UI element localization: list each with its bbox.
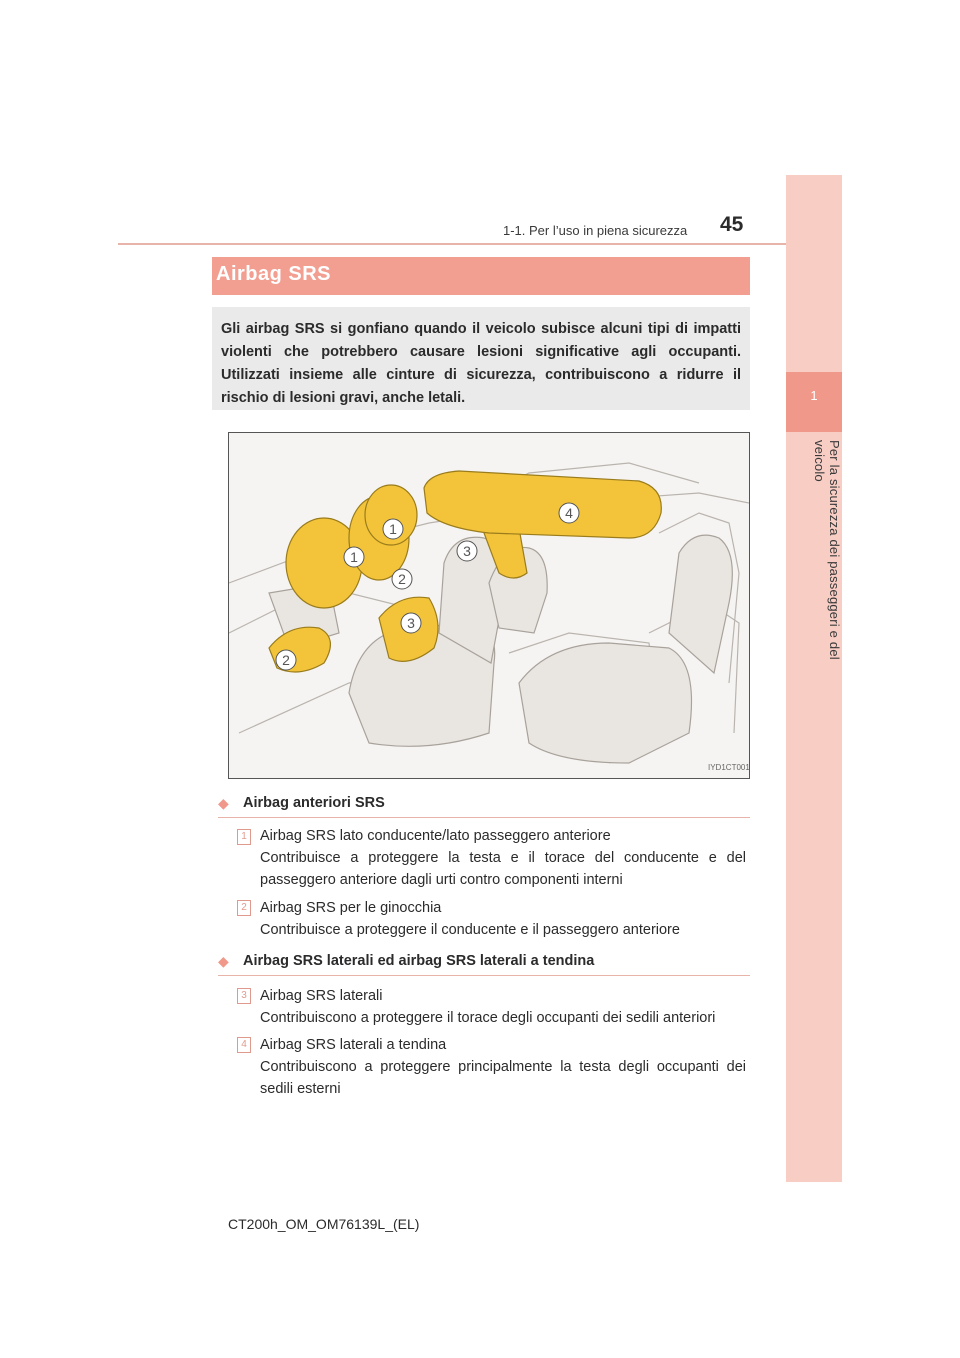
item-title: Airbag SRS per le ginocchia [260,900,442,916]
item-number-badge: 1 [237,829,251,845]
chapter-tab-number: 1 [810,388,818,403]
figure-code: IYD1CT001 [708,763,750,772]
airbag-drawing [229,433,749,778]
page-title: Airbag SRS [216,263,332,285]
item-title: Airbag SRS laterali a tendina [260,1037,447,1053]
callout-label: 1 [350,549,358,565]
section-heading: Airbag anteriori SRS [243,795,385,811]
item-title: Airbag SRS laterali [260,988,383,1004]
item-number-badge: 3 [237,988,251,1004]
diamond-icon: ◆ [218,953,229,969]
item-description: Contribuiscono a proteggere il torace degli occupanti dei sedili anteriori [260,1010,716,1026]
item-number-badge: 2 [237,900,251,916]
chapter-tab-label [786,440,842,690]
callout-label: 2 [282,652,290,668]
section-rule [218,975,750,976]
section-heading: Airbag SRS laterali ed airbag SRS laterali a tendina [243,953,595,969]
intro-text: Gli airbag SRS si gonfiano quando il veicolo subisce alcuni tipi di impatti violenti che potrebbero causare lesioni significative agli occupanti. Utilizzati insieme alle cinture di sicurezza, contribuiscono a ridurre il rischio di lesioni gravi, anche letali. [221,321,741,406]
item-number-badge: 4 [237,1037,251,1053]
section-rule [218,817,750,818]
header-rule [118,243,841,245]
footer-code: CT200h_OM_OM76139L_(EL) [228,1216,420,1232]
callout-label: 4 [565,505,573,521]
item-description: Contribuiscono a proteggere principalmente la testa degli occupanti dei sedili esterni [260,1059,746,1097]
callout-label: 3 [407,615,415,631]
item-description: Contribuisce a proteggere il conducente e il passeggero anteriore [260,922,680,938]
airbag-illustration [228,432,750,779]
callout-label: 3 [463,543,471,559]
item-description: Contribuisce a proteggere la testa e il torace del conducente e del passeggero anteriore dagli urti contro componenti interni [260,850,746,888]
callout-label: 2 [398,571,406,587]
callout-label: 1 [389,521,397,537]
chapter-tab-label-text: Per la sicurezza dei passeggeri e del veicolo [812,440,842,660]
page-number: 45 [720,213,744,236]
diamond-icon: ◆ [218,795,229,811]
section-title: 1-1. Per l’uso in piena sicurezza [503,223,688,238]
item-title: Airbag SRS lato conducente/lato passeggero anteriore [260,828,611,844]
